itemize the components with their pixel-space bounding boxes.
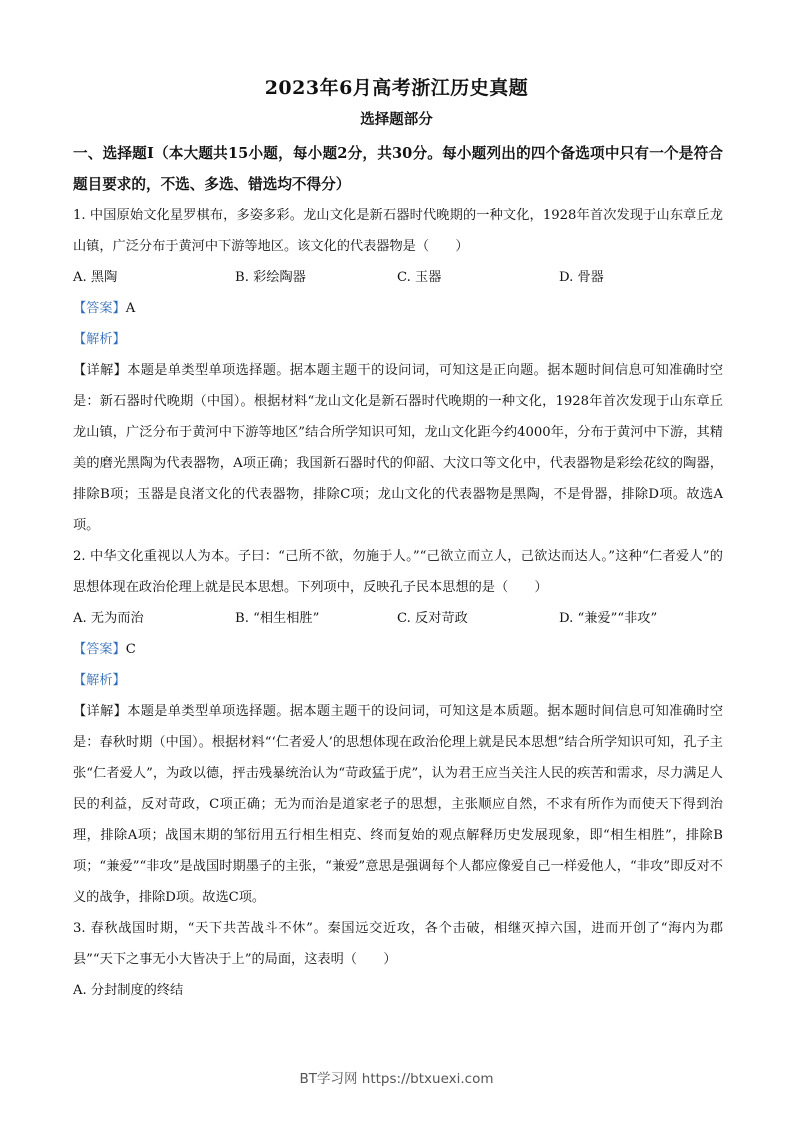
option-c: C. 反对苛政: [397, 611, 468, 626]
detail-label: 【详解】: [73, 704, 128, 719]
detail-text: 本题是单类型单项选择题。据本题主题干的设问词，可知这是正向题。据本题时间信息可知准确时空是：新石器时代晚期（中国）。根据材料“龙山文化是新石器时代晚期的一种文化，1928年首次发现于山东章丘龙山镇，广泛分布于黄河中下游等地区”结合所学知识可知，龙山文化距今约4000年，分布于黄河中下游，其精美的磨光黑陶为代表器物，A项正确；我国新石器时代的仰韶、大汶口等文化中，代表器物是彩绘花纹的陶器，排除B项；玉器是良渚文化的代表器物，排除C项；龙山文化的代表器物是黑陶，不是骨器，排除D项。故选A项。: [73, 363, 724, 533]
analysis-label: 【解析】: [73, 673, 126, 688]
detail-paragraph: [73, 696, 723, 913]
question-stem: 2. 中华文化重视以人为本。子曰：“己所不欲，勿施于人。”“己欲立而立人，己欲达而达人。”这种“仁者爱人”的思想体现在政治伦理上就是民本思想。下列项中，反映孔子民本思想的是（ ）: [73, 549, 723, 595]
detail-paragraph: [73, 355, 723, 541]
document-body: [73, 138, 723, 1006]
option-b: B. 彩绘陶器: [235, 270, 306, 285]
option-c: C. 玉器: [397, 270, 442, 285]
question-stem: 3. 春秋战国时期，“天下共苦战斗不休”。秦国远交近攻，各个击破，相继灭掉六国，进而开创了“海内为郡县”“天下之事无小大皆决于上”的局面，这表明（ ）: [73, 921, 723, 967]
page-title: 2023年6月高考浙江历史真题: [264, 77, 529, 99]
answer-line: [73, 634, 723, 665]
option-d: D. 骨器: [559, 270, 604, 285]
option-b: B. “相生相胜”: [235, 611, 320, 626]
option-a: A. 无为而治: [73, 611, 144, 626]
section-heading: 一、选择题Ⅰ（本大题共15小题，每小题2分，共30分。每小题列出的四个备选项中只有一个是符合题目要求的，不选、多选、错选均不得分）: [73, 145, 723, 193]
option-d: D. “兼爱”“非攻”: [559, 611, 658, 626]
option-a: A. 分封制度的终结: [73, 983, 184, 998]
detail-label: 【详解】: [73, 363, 128, 378]
section-subtitle: 选择题部分: [360, 111, 433, 128]
question-stem: 1. 中国原始文化星罗棋布，多姿多彩。龙山文化是新石器时代晚期的一种文化，1928年首次发现于山东章丘龙山镇，广泛分布于黄河中下游等地区。该文化的代表器物是（ ）: [73, 208, 723, 254]
option-a: A. 黑陶: [73, 270, 118, 285]
answer-label: 【答案】: [73, 642, 126, 657]
option-list: [73, 975, 723, 1006]
option-list: [73, 603, 723, 634]
answer-line: [73, 293, 723, 324]
detail-text: 本题是单类型单项选择题。据本题主题干的设问词，可知这是本质题。据本题时间信息可知准确时空是：春秋时期（中国）。根据材料“‘仁者爱人’的思想体现在政治伦理上就是民本思想”结合所学知识可知，孔子主张“仁者爱人”，为政以德，抨击残暴统治认为“苛政猛于虎”，认为君王应当关注人民的疾苦和需求，尽力满足人民的利益，反对苛政，C项正确；无为而治是道家老子的思想，主张顺应自然，不求有所作为而使天下得到治理，排除A项；战国末期的邹衍用五行相生相克、终而复始的观点解释历史发展现象，即“相生相胜”，排除B项；“兼爱”“非攻”是战国时期墨子的主张，“兼爱”意思是强调每个人都应像爱自己一样爱他人，“非攻”即反对不义的战争，排除D项。故选C项。: [73, 704, 724, 905]
answer-value: C: [125, 642, 136, 657]
answer-label: 【答案】: [73, 301, 126, 316]
answer-value: A: [125, 301, 136, 316]
footer-watermark: BT学习网 https://btxuexi.com: [299, 1071, 494, 1087]
analysis-label: 【解析】: [73, 332, 126, 347]
option-list: [73, 262, 723, 293]
